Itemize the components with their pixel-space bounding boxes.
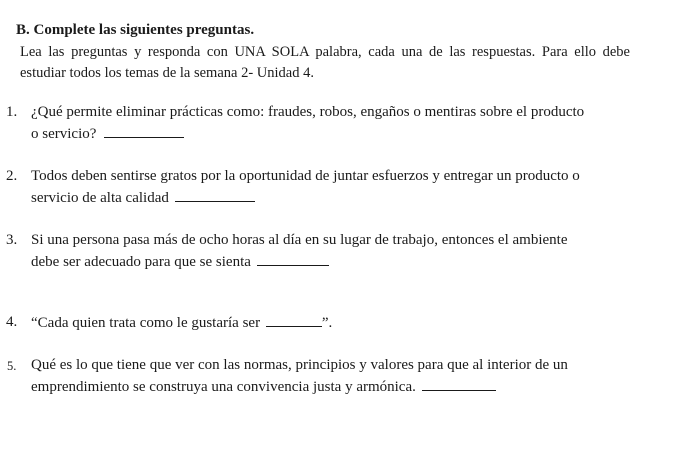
question-text	[31, 312, 651, 334]
answer-blank[interactable]	[257, 251, 329, 266]
question-line-1: ¿Qué permite eliminar prácticas como: fraudes, robos, engaños o mentiras sobre el producto	[31, 104, 585, 120]
answer-blank[interactable]	[266, 312, 322, 327]
question-line-2: o servicio?	[31, 126, 97, 142]
question-line-2: servicio de alta calidad	[31, 190, 169, 206]
question-line-2: debe ser adecuado para que se sienta	[31, 254, 251, 270]
section-instructions: Lea las preguntas y responda con UNA SOLA palabra, cada una de las respuestas. Para ello debe estudiar todos los temas de la semana 2- Unidad 4.	[20, 44, 630, 81]
question-line-1: Si una persona pasa más de ocho horas al día en su lugar de trabajo, entonces el ambiente	[31, 232, 568, 248]
section-heading: B. Complete las siguientes preguntas.	[16, 22, 255, 38]
answer-blank[interactable]	[175, 187, 255, 202]
question-closing: ”.	[321, 315, 333, 331]
question-line-1: “Cada quien trata como le gustaría ser	[31, 315, 261, 331]
question-text	[31, 230, 651, 273]
question-text	[31, 102, 651, 145]
question-number: 4.	[6, 314, 18, 330]
question-number: 5.	[7, 359, 17, 373]
question-text	[31, 166, 651, 209]
question-number: 1.	[6, 104, 18, 120]
answer-blank[interactable]	[104, 123, 184, 138]
question-text	[31, 355, 651, 398]
answer-blank[interactable]	[422, 376, 496, 391]
question-line-1: Todos deben sentirse gratos por la oportunidad de juntar esfuerzos y entregar un producto o	[31, 168, 580, 184]
question-number: 2.	[6, 168, 18, 184]
question-line-1: Qué es lo que tiene que ver con las normas, principios y valores para que al interior de un	[31, 357, 568, 373]
question-line-2: emprendimiento se construya una convivencia justa y armónica.	[31, 379, 416, 395]
question-number: 3.	[6, 232, 18, 248]
